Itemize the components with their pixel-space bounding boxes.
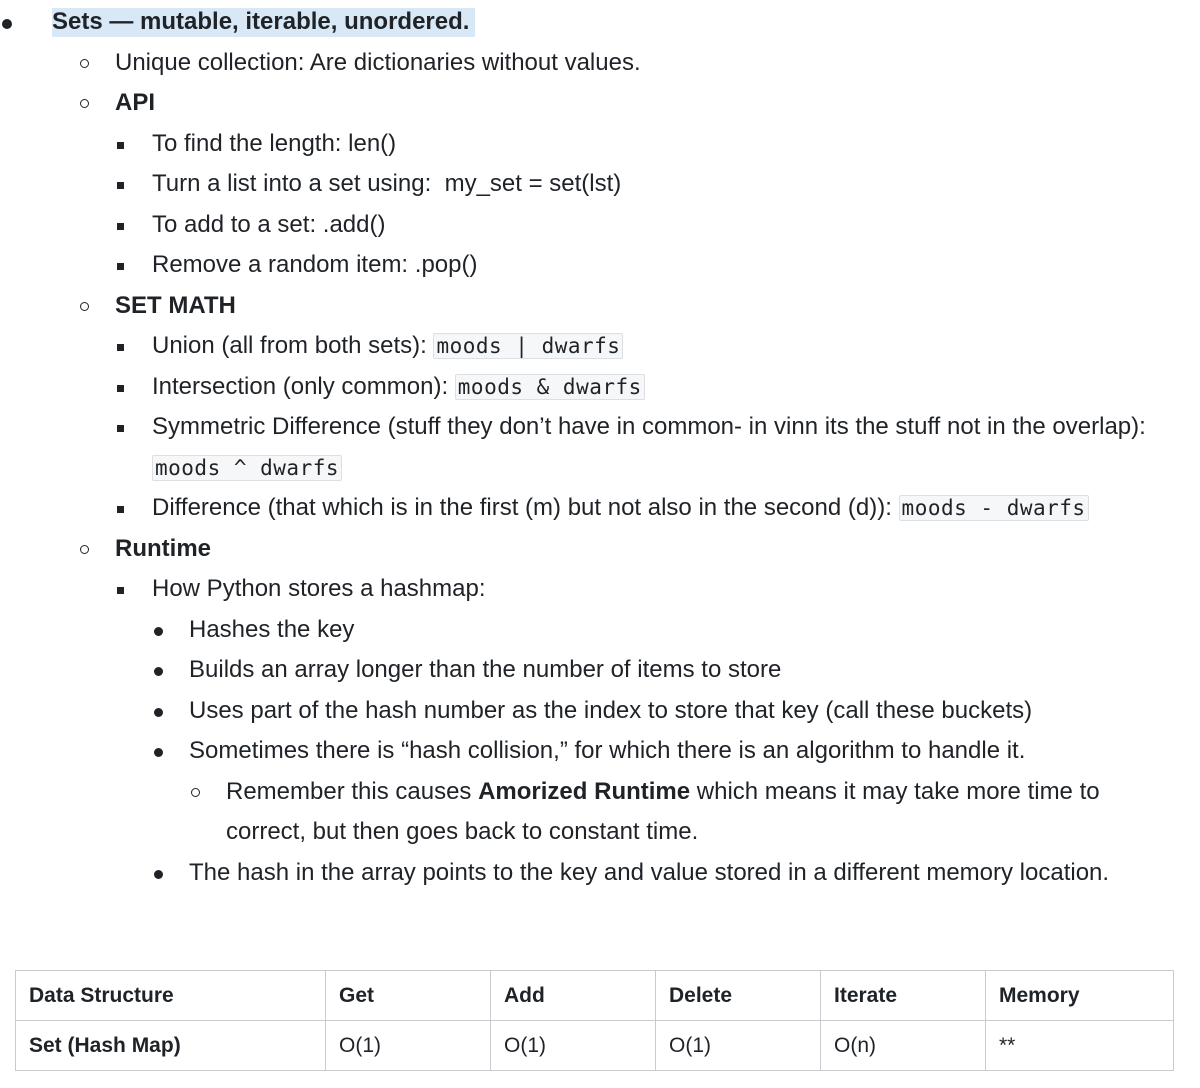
list-item [152, 731, 1172, 853]
intersection-code: moods & dwarfs [455, 374, 645, 400]
header-get: Get [326, 971, 491, 1021]
intersection-text: Intersection (only common): [152, 372, 455, 400]
square-bullet-icon [115, 407, 135, 447]
square-bullet-icon [115, 569, 135, 609]
disc-bullet-icon [152, 650, 172, 690]
sets-sublist [52, 43, 1172, 894]
setmath-heading: SET MATH [115, 291, 236, 319]
list-item [115, 488, 1172, 529]
square-bullet-icon [115, 164, 135, 204]
sets-heading[interactable]: Sets — mutable, iterable, unordered. [52, 8, 475, 37]
list-item [189, 772, 1172, 853]
cell-get: O(1) [326, 1021, 491, 1071]
square-bullet-icon [115, 124, 135, 164]
cell-add: O(1) [491, 1021, 656, 1071]
header-memory: Memory [986, 971, 1174, 1021]
square-bullet-icon [115, 245, 135, 285]
square-bullet-icon [115, 326, 135, 366]
square-bullet-icon [115, 488, 135, 528]
square-bullet-icon [115, 367, 135, 407]
list-item [115, 326, 1172, 367]
circle-bullet-icon [189, 772, 209, 812]
step-pointer-text: The hash in the array points to the key and value stored in a different memory location. [189, 858, 1110, 886]
sets-item [26, 2, 1172, 893]
runtime-item [78, 529, 1172, 894]
list-item [115, 367, 1172, 408]
list-item [152, 853, 1172, 894]
step-index-text: Uses part of the hash number as the index to store that key (call these buckets) [189, 696, 1033, 724]
union-code: moods | dwarfs [433, 333, 623, 359]
symdiff-code: moods ^ dwarfs [152, 455, 342, 481]
unique-item [78, 43, 1172, 84]
disc-bullet-icon [152, 610, 172, 650]
cell-memory: ** [986, 1021, 1174, 1071]
runtime-heading: Runtime [115, 534, 211, 562]
list-item [115, 164, 1172, 205]
list-item [152, 691, 1172, 732]
symdiff-text: Symmetric Difference (stuff they don’t have in common- in vinn its the stuff not in the overlap): [152, 413, 1146, 440]
table-row [16, 1021, 1174, 1071]
header-delete: Delete [656, 971, 821, 1021]
table-header-row [16, 971, 1174, 1021]
circle-bullet-icon [78, 529, 98, 569]
disc-bullet-icon [26, 2, 46, 42]
api-add-text: To add to a set: .add() [152, 210, 386, 238]
note-pre-text: Remember this causes [226, 777, 479, 805]
hashmap-text: How Python stores a hashmap: [152, 575, 486, 602]
runtime-list [115, 569, 1172, 893]
circle-bullet-icon [78, 43, 98, 83]
union-text: Union (all from both sets): [152, 332, 434, 359]
circle-bullet-icon [78, 83, 98, 123]
circle-bullet-icon [78, 286, 98, 326]
list-item [115, 569, 1172, 893]
header-data-structure: Data Structure [16, 971, 326, 1021]
api-convert-text: Turn a list into a set using: my_set = set(lst) [152, 170, 622, 197]
difference-text: Difference (that which is in the first (m) but not also in the second (d)): [152, 494, 899, 521]
list-item [115, 124, 1172, 165]
hashmap-steps [152, 610, 1172, 894]
cell-structure: Set (Hash Map) [16, 1021, 326, 1071]
header-iterate: Iterate [821, 971, 986, 1021]
step-array-text: Builds an array longer than the number of items to store [189, 656, 782, 683]
cell-iterate: O(n) [821, 1021, 986, 1071]
difference-code: moods - dwarfs [899, 495, 1089, 521]
outline-list [26, 2, 1172, 893]
cell-delete: O(1) [656, 1021, 821, 1071]
api-pop-text: Remove a random item: .pop() [152, 251, 478, 278]
list-item [152, 650, 1172, 691]
api-len-text: To find the length: len() [152, 129, 397, 157]
api-heading: API [115, 89, 156, 116]
list-item [115, 407, 1172, 488]
list-item [115, 205, 1172, 246]
api-list [115, 124, 1172, 286]
square-bullet-icon [115, 205, 135, 245]
header-add: Add [491, 971, 656, 1021]
disc-bullet-icon [152, 731, 172, 771]
step-hash-text: Hashes the key [189, 615, 355, 643]
unique-text: Unique collection: Are dictionaries without values. [115, 48, 641, 76]
list-item [152, 610, 1172, 651]
step-collision-text: Sometimes there is “hash collision,” for which there is an algorithm to handle it. [189, 737, 1026, 764]
setmath-list [115, 326, 1172, 529]
disc-bullet-icon [152, 853, 172, 893]
disc-bullet-icon [152, 691, 172, 731]
note-post-text: which means it may take more time to correct, but then goes back to constant time. [226, 777, 1100, 845]
collision-sublist [189, 772, 1172, 853]
note-bold-text: Amorized Runtime [478, 777, 691, 805]
complexity-table [15, 970, 1174, 1071]
setmath-item [78, 286, 1172, 529]
list-item [115, 245, 1172, 286]
api-item [78, 83, 1172, 286]
